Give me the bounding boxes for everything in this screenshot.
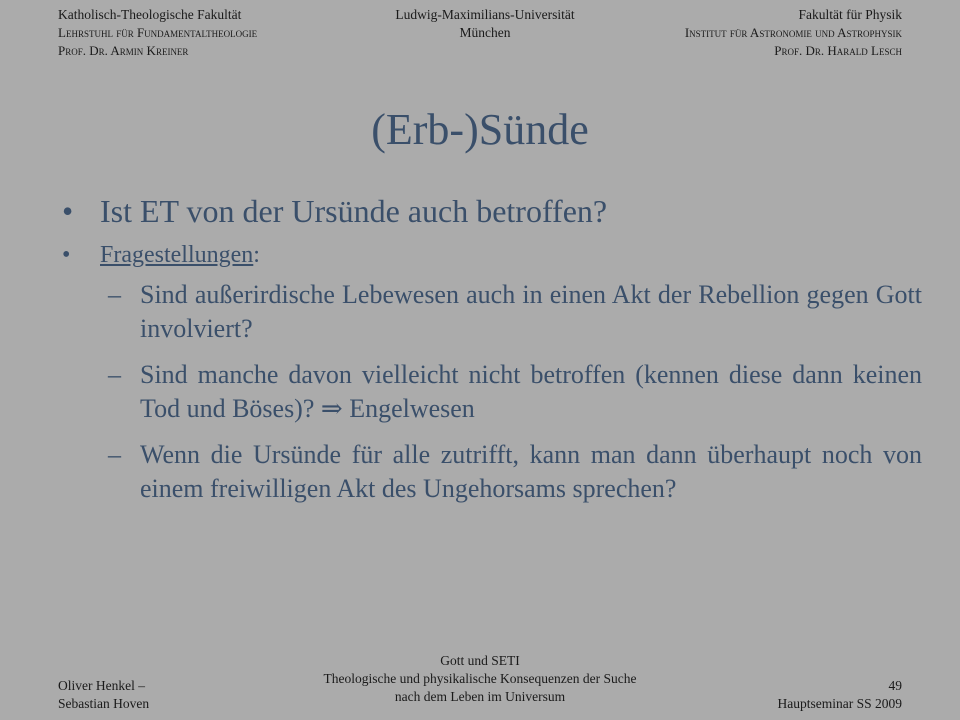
- faculty-theology: Katholisch-Theologische Fakultät: [58, 7, 242, 22]
- footer-title: Gott und SETI: [440, 653, 520, 668]
- dash-icon: –: [108, 440, 121, 469]
- sub-item-free-will-text: Wenn die Ursünde für alle zutrifft, kann man dann überhaupt noch von einem freiwilligen Akt des Ungehorsams sprechen?: [140, 440, 922, 503]
- fragestellungen-label: Fragestellungen: [100, 242, 254, 268]
- footer-subtitle-2: nach dem Leben im Universum: [394, 689, 566, 704]
- implies-arrow-icon: ⇒: [320, 394, 343, 423]
- bullet-question-text: Ist ET von der Ursünde auch betroffen?: [100, 193, 608, 229]
- header-right: [685, 6, 902, 60]
- bullet-icon: •: [62, 193, 74, 229]
- slide-content: [62, 190, 922, 518]
- footer-right: [778, 677, 903, 713]
- professor-right: Prof. Dr. Harald Lesch: [774, 43, 902, 58]
- footer-topic: [280, 652, 680, 706]
- dash-icon: –: [108, 280, 121, 309]
- header-center: [340, 6, 630, 42]
- university-city: München: [459, 25, 511, 40]
- bullet-icon: •: [62, 242, 71, 268]
- page-number: 49: [888, 678, 902, 693]
- footer-authors: [58, 677, 149, 713]
- sub-item-angels-text: Engelwesen: [349, 394, 475, 423]
- seminar-label: Hauptseminar SS 2009: [777, 696, 902, 711]
- header-left: [58, 6, 257, 60]
- sub-item-not-affected-text: Sind manche davon vielleicht nicht betroffen (kennen diese dann keinen Tod und Böses)?: [140, 360, 922, 423]
- fragestellungen-colon: :: [253, 242, 260, 268]
- university-name: Ludwig-Maximilians-Universität: [395, 7, 575, 22]
- dash-icon: –: [108, 360, 121, 389]
- sub-item-free-will: [62, 438, 922, 506]
- sub-item-rebellion-text: Sind außerirdische Lebewesen auch in einen Akt der Rebellion gegen Gott involviert?: [140, 280, 922, 343]
- footer-subtitle-1: Theologische und physikalische Konsequenzen der Suche: [323, 671, 637, 686]
- chair-name: Lehrstuhl für Fundamentaltheologie: [58, 25, 258, 40]
- bullet-fragestellungen: [62, 238, 922, 272]
- professor-left: Prof. Dr. Armin Kreiner: [58, 43, 189, 58]
- faculty-physics: Fakultät für Physik: [798, 7, 902, 22]
- sub-item-rebellion: [62, 278, 922, 346]
- author-1: Oliver Henkel –: [58, 678, 145, 693]
- institute-name: Institut für Astronomie und Astrophysik: [684, 25, 902, 40]
- author-2: Sebastian Hoven: [58, 696, 150, 711]
- slide-title: (Erb-)Sünde: [371, 105, 589, 154]
- bullet-question: [62, 190, 922, 232]
- sub-item-not-affected: [62, 358, 922, 426]
